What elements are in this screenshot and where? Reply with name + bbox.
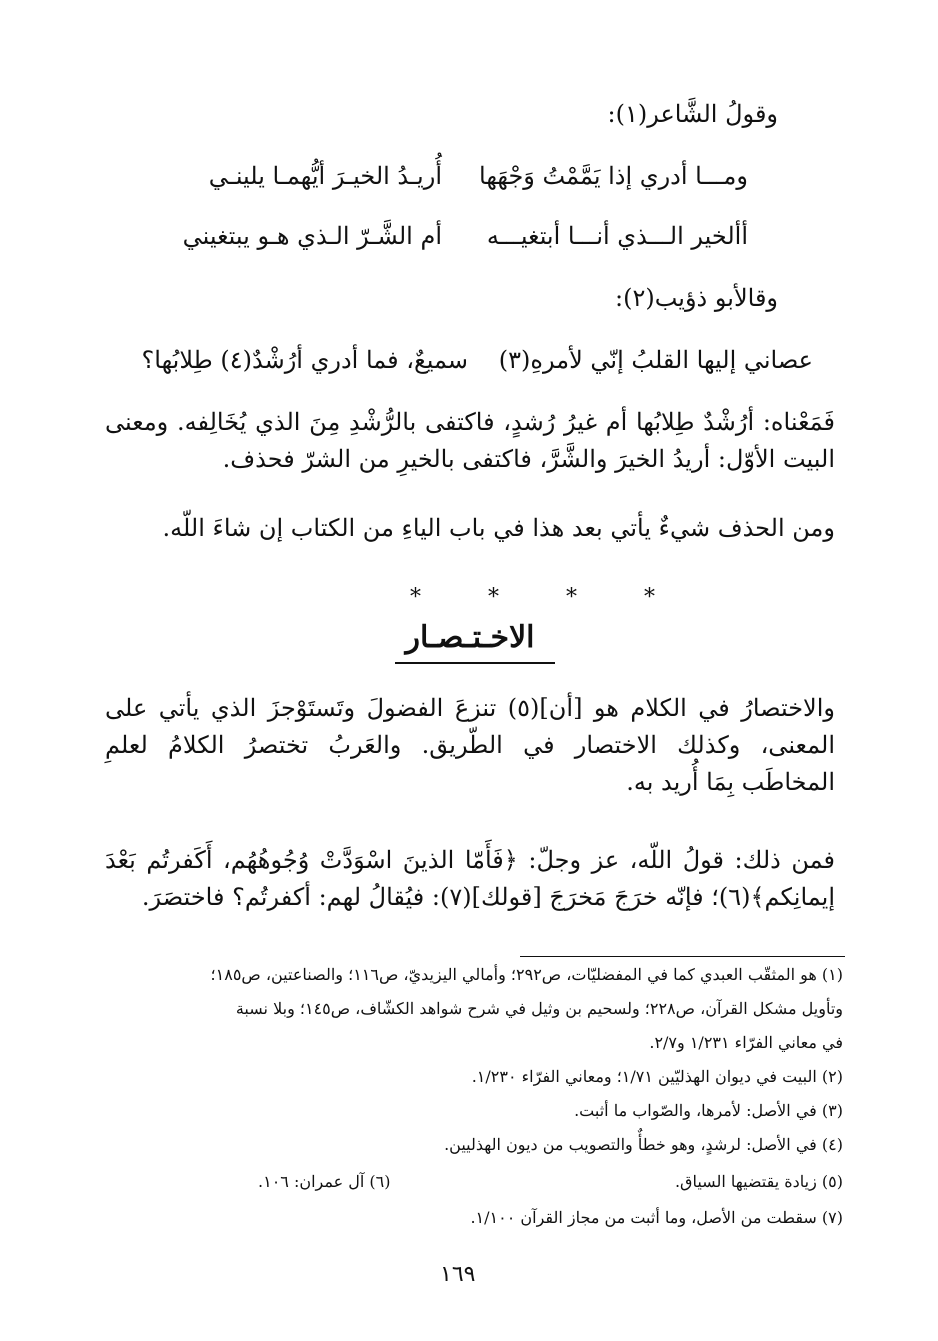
quran-example-paragraph: فمن ذلك: قولُ اللّه، عز وجلّ: ﴿فَأَمّا الذينَ اسْوَدَّتْ وُجُوهُهُم، أَكَفرتُم بَعْدَ إيمانِكم﴾(٦)؛ فإنّه خرَجَ مَخرَجَ [قولك](٧): فيُقالُ لهم: أكفرتُم؟ فاختصَرَ. <box>105 846 835 911</box>
footnote-separator <box>520 956 845 957</box>
explanation-paragraph: فَمَعْناه: أرُشْدٌ طِلابُها أم غيرُ رُشدٍ، فاكتفى بالرُّشْدِ مِنَ الذي يُخَالِفه. ومعنى البيت الأوّل: أريدُ الخيرَ والشَّرَّ، فاكتفى بالخيرِ من الشرّ فحذف. <box>105 408 835 473</box>
verse-3-first-hemistich: عصاني إليها القلبُ إنّي لأمرهِ(٣) <box>498 346 813 374</box>
footnote-4: (٤) في الأصل: لرشدٍ، وهو خطأٌ والتصويب من ديون الهذليين. <box>444 1135 843 1154</box>
footnote-1-line-1: (١) هو المثقّب العبدي كما في المفضليّات، ص٢٩٢؛ وأمالي اليزيديّ، ص١١٦؛ والصناعتين، ص١٨٥؛ <box>210 965 843 984</box>
footnote-6: (٦) آل عمران: ١٠٦. <box>258 1172 391 1191</box>
page-number: ١٦٩ <box>440 1262 476 1287</box>
ellipsis-note-paragraph: ومن الحذف شيءٌ يأتي بعد هذا في باب الياءِ من الكتاب إن شاءَ اللّه. <box>162 514 835 542</box>
footnote-1-line-2: وتأويل مشكل القرآن، ص٢٢٨؛ ولسحيم بن وثيل في شرح شواهد الكشّاف، ص١٤٥؛ وبلا نسبة <box>235 999 843 1018</box>
heading-underline <box>395 662 555 664</box>
verse-2-second-hemistich: أم الشَّـرّ الـذي هـو يبتغيني <box>182 222 442 250</box>
ikhtisar-definition-paragraph: والاختصارُ في الكلام هو [أن](٥) تنزعَ الفضولَ وتَستَوْجزَ الذي يأتي على المعنى، وكذلك الاختصار في الطّريق. والعَربُ تختصرُ الكلامُ لعلمِ المخاطَب بِمَا أُريد به. <box>105 694 835 796</box>
section-heading: الاخـتـصـار <box>405 620 535 655</box>
verse-3-second-hemistich: سميعٌ، فما أدري أرُشْدٌ(٤) طِلابُها؟ <box>141 346 468 374</box>
verse-1-second-hemistich: أُريـدُ الخيـرَ أيُّهمـا يلينـي <box>208 162 442 190</box>
footnote-2: (٢) البيت في ديوان الهذليّين ١/٧١؛ ومعاني الفرّاء ١/٢٣٠. <box>471 1067 843 1086</box>
footnote-5: (٥) زيادة يقتضيها السياق. <box>674 1172 843 1191</box>
footnote-1-line-3: في معاني الفرّاء ١/٢٣١ و٢/٧. <box>649 1033 843 1052</box>
abu-dhuayb-intro-line: وقالأبو ذؤيب(٢): <box>615 284 778 312</box>
poet-intro-line: وقولُ الشَّاعر(١): <box>607 100 778 128</box>
footnote-7: (٧) سقطت من الأصل، وما أثبت من مجاز القرآن ١/١٠٠. <box>470 1208 843 1227</box>
verse-1-first-hemistich: ومـــا أدري إذا يَمَّمْتُ وَجْهَها <box>479 162 748 190</box>
section-divider-stars: * * * * <box>410 585 685 610</box>
verse-2-first-hemistich: أألخير الـــذي أنـــا أبتغيـــه <box>486 222 748 250</box>
footnote-3: (٣) في الأصل: لأمرها، والصّواب ما أثبت. <box>574 1101 843 1120</box>
